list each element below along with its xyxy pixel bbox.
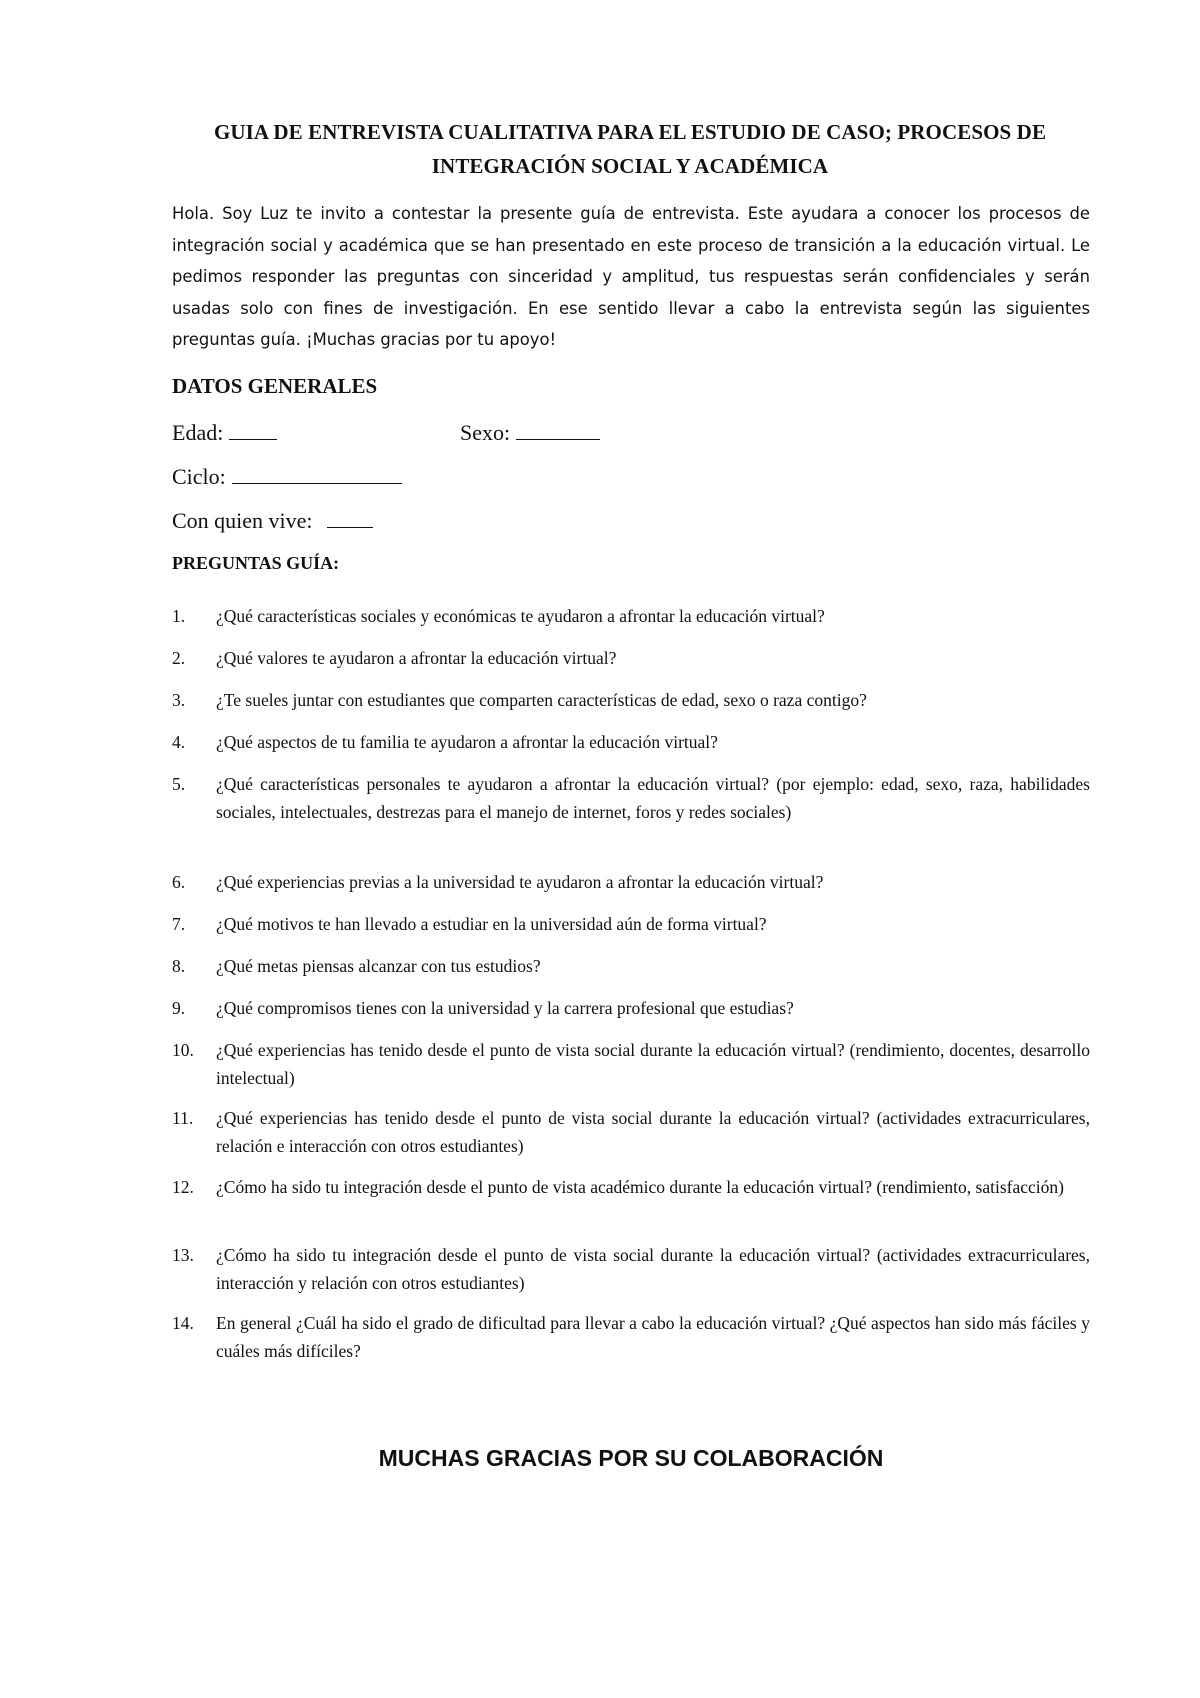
question-number: 12. (172, 1177, 194, 1197)
document-title: GUIA DE ENTREVISTA CUALITATIVA PARA EL ESTUDIO DE CASO; PROCESOS DE INTEGRACIÓN SOCIAL Y ACADÉMICA (213, 120, 1047, 178)
question-item (172, 602, 1090, 630)
question-text: En general ¿Cuál ha sido el grado de dificultad para llevar a cabo la educación virtual? ¿Qué aspectos han sido más fáciles y cuáles más difíciles? (216, 1313, 1090, 1361)
question-text: ¿Qué compromisos tienes con la universidad y la carrera profesional que estudias? (216, 998, 794, 1018)
question-text: ¿Qué motivos te han llevado a estudiar en la universidad aún de forma virtual? (216, 914, 767, 934)
cycle-label: Ciclo: (172, 464, 226, 489)
question-item (172, 770, 1090, 826)
lives-with-label: Con quien vive: (172, 508, 313, 533)
question-number: 10. (172, 1040, 194, 1060)
question-text: ¿Qué experiencias has tenido desde el punto de vista social durante la educación virtual? (actividades extracurriculares, relación e interacción con otros estudiantes) (216, 1108, 1090, 1156)
cycle-blank (232, 465, 402, 484)
question-item (172, 910, 1090, 938)
question-item (172, 994, 1090, 1022)
question-number: 6. (172, 872, 186, 892)
question-text: ¿Qué experiencias previas a la universidad te ayudaron a afrontar la educación virtual? (216, 872, 824, 892)
question-number: 13. (172, 1245, 194, 1265)
sex-blank (516, 421, 600, 440)
question-item (172, 868, 1090, 896)
question-number: 1. (172, 606, 186, 626)
question-number: 8. (172, 956, 186, 976)
question-text: ¿Qué metas piensas alcanzar con tus estudios? (216, 956, 541, 976)
question-item (172, 1309, 1090, 1365)
question-text: ¿Qué experiencias has tenido desde el punto de vista social durante la educación virtual? (rendimiento, docentes, desarrollo intelectual) (216, 1040, 1090, 1088)
general-data-heading: DATOS GENERALES (172, 374, 378, 398)
question-number: 2. (172, 648, 186, 668)
question-item (172, 728, 1090, 756)
question-text: ¿Cómo ha sido tu integración desde el punto de vista académico durante la educación virtual? (rendimiento, satisfacción) (216, 1177, 1064, 1197)
question-text: ¿Qué características sociales y económicas te ayudaron a afrontar la educación virtual? (216, 606, 825, 626)
question-text: ¿Qué aspectos de tu familia te ayudaron a afrontar la educación virtual? (216, 732, 718, 752)
age-blank (229, 421, 277, 440)
lives-with-field (172, 508, 373, 534)
cycle-field (172, 464, 402, 490)
question-item (172, 1241, 1090, 1297)
question-number: 7. (172, 914, 186, 934)
question-text: ¿Te sueles juntar con estudiantes que comparten características de edad, sexo o raza contigo? (216, 690, 867, 710)
closing-message: MUCHAS GRACIAS POR SU COLABORACIÓN (378, 1445, 884, 1471)
question-number: 14. (172, 1313, 194, 1333)
lives-with-blank (327, 509, 373, 528)
age-field (172, 420, 277, 446)
question-item (172, 644, 1090, 672)
question-text: ¿Cómo ha sido tu integración desde el punto de vista social durante la educación virtual? (actividades extracurriculares, interacción y relación con otros estudiantes) (216, 1245, 1090, 1293)
sex-field (460, 420, 600, 446)
question-text: ¿Qué características personales te ayudaron a afrontar la educación virtual? (por ejemplo: edad, sexo, raza, habilidades sociales, intelectuales, destrezas para el manejo de internet, foros y redes sociales) (216, 774, 1090, 822)
question-number: 11. (172, 1108, 194, 1128)
question-item (172, 686, 1090, 714)
question-number: 5. (172, 774, 186, 794)
question-text: ¿Qué valores te ayudaron a afrontar la educación virtual? (216, 648, 617, 668)
question-item (172, 1104, 1090, 1160)
question-item (172, 1036, 1090, 1092)
question-item (172, 952, 1090, 980)
question-number: 4. (172, 732, 186, 752)
intro-paragraph: Hola. Soy Luz te invito a contestar la presente guía de entrevista. Este ayudara a conocer los procesos de integración social y académica que se han presentado en este proceso de transición a la educación virtual. Le pedimos responder las preguntas con sinceridad y amplitud, tus respuestas serán confidenciales y serán usadas solo con fines de investigación. En ese sentido llevar a cabo la entrevista según las siguientes preguntas guía. ¡Muchas gracias por tu apoyo! (172, 204, 1090, 349)
question-item (172, 1173, 1090, 1201)
guide-questions-heading: PREGUNTAS GUÍA: (172, 553, 340, 573)
question-number: 9. (172, 998, 186, 1018)
age-label: Edad: (172, 420, 224, 445)
question-number: 3. (172, 690, 186, 710)
sex-label: Sexo: (460, 420, 511, 445)
